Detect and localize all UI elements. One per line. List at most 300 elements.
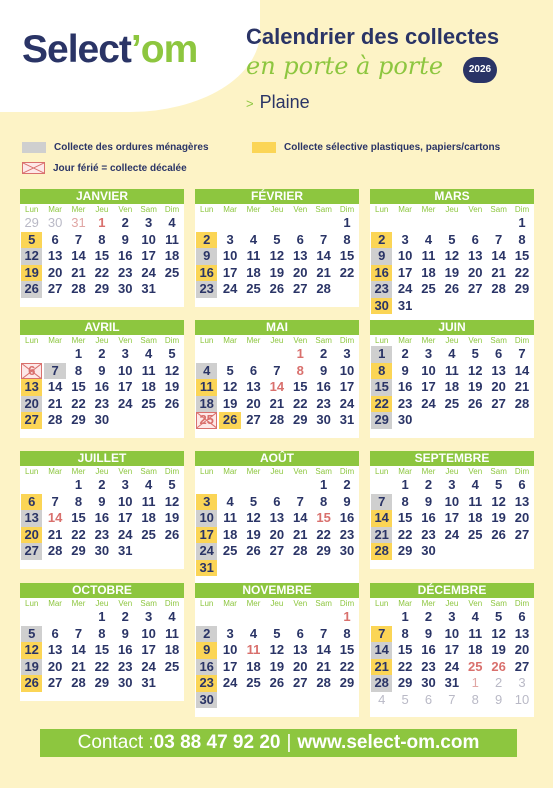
week-row	[195, 510, 359, 527]
day-cell: 24	[444, 658, 460, 674]
weekday-label: Ven	[468, 205, 483, 214]
day-cell: 24	[141, 264, 156, 280]
weekday-label: Sam	[140, 205, 157, 214]
day-cell: 7	[74, 231, 83, 247]
weekday-label: Dim	[514, 467, 530, 476]
week-row	[20, 642, 184, 659]
week-row	[20, 659, 184, 676]
day-cell: 22	[339, 264, 355, 280]
day-cell: 8	[74, 493, 83, 509]
day-cell: 30	[196, 692, 217, 709]
grey-swatch	[22, 142, 46, 153]
day-cell: 29	[397, 675, 413, 690]
month-name: MARS	[370, 189, 534, 204]
day-cell: 2	[196, 626, 217, 643]
day-cell: 16	[397, 379, 413, 394]
day-cell: 21	[371, 659, 392, 676]
day-cell: 18	[141, 379, 156, 394]
day-cell: 18	[468, 510, 483, 525]
day-cell: 27	[293, 281, 308, 296]
day-cell: 19	[164, 510, 180, 525]
week-row	[20, 510, 184, 527]
day-cell: 6	[249, 362, 258, 378]
day-cell: 11	[196, 379, 217, 396]
day-cell: 3	[448, 609, 456, 624]
weekday-header	[195, 599, 359, 608]
weekday-label: Dim	[164, 336, 180, 345]
empty-cell	[465, 412, 486, 429]
weekday-label: Sam	[490, 205, 507, 214]
empty-cell	[44, 609, 65, 626]
contact-label: Contact :	[77, 732, 154, 753]
empty-cell	[219, 692, 240, 709]
day-cell: 12	[491, 493, 506, 509]
day-cell: 26	[444, 281, 460, 296]
day-cell: 6	[495, 346, 503, 361]
day-cell: 10	[222, 642, 238, 657]
empty-cell	[336, 281, 357, 298]
day-cell: 2	[424, 477, 433, 492]
day-cell: 29	[514, 281, 530, 296]
week-row	[20, 626, 184, 643]
day-cell: 13	[514, 625, 530, 641]
day-cell: 21	[47, 395, 63, 411]
day-cell: 3	[518, 675, 526, 690]
day-cell: 21	[371, 527, 392, 544]
empty-cell	[313, 692, 334, 709]
day-cell: 14	[47, 510, 63, 525]
day-cell: 25	[196, 412, 217, 429]
day-cell: 29	[71, 543, 86, 558]
day-cell: 12	[164, 362, 180, 378]
day-cell: 21	[293, 526, 308, 542]
day-cell: 21	[491, 264, 506, 280]
day-cell: 7	[296, 493, 304, 509]
day-cell: 1	[98, 609, 106, 624]
weekday-label: Mar	[48, 205, 62, 214]
day-cell: 4	[168, 215, 176, 230]
day-cell: 16	[196, 265, 217, 282]
day-cell: 11	[468, 625, 483, 641]
week-row	[370, 281, 534, 298]
day-cell: 28	[269, 412, 285, 427]
week-row	[370, 659, 534, 676]
weekday-label: Mar	[398, 467, 412, 476]
day-cell: 9	[121, 625, 129, 641]
day-cell: 18	[196, 396, 217, 413]
day-cell: 19	[21, 265, 42, 282]
day-cell: 27	[47, 281, 63, 296]
week-row	[20, 494, 184, 511]
week-row	[20, 215, 184, 232]
day-cell: 6	[296, 231, 304, 247]
week-row	[195, 560, 359, 577]
day-cell: 4	[249, 625, 258, 641]
day-cell: 30	[47, 215, 63, 230]
day-cell: 16	[118, 642, 133, 657]
empty-cell	[290, 609, 311, 626]
month-7	[195, 451, 359, 585]
day-cell: 13	[21, 379, 42, 396]
empty-cell	[313, 609, 334, 626]
weekday-label: Mar	[223, 599, 237, 608]
week-row	[370, 412, 534, 429]
weekday-header	[20, 467, 184, 476]
day-cell: 21	[316, 264, 331, 280]
empty-cell	[418, 412, 439, 429]
day-cell: 19	[491, 642, 506, 657]
day-cell: 29	[293, 412, 308, 427]
empty-cell	[21, 609, 42, 626]
empty-cell	[68, 609, 89, 626]
day-cell: 12	[222, 379, 238, 394]
weekday-label: Sam	[490, 467, 507, 476]
day-cell: 28	[316, 675, 331, 690]
day-cell: 24	[421, 395, 436, 411]
empty-cell	[418, 215, 439, 232]
day-cell: 15	[316, 510, 331, 525]
day-cell: 25	[246, 281, 261, 296]
week-row	[370, 298, 534, 315]
empty-cell	[441, 215, 462, 232]
day-cell: 17	[118, 379, 133, 394]
day-cell: 1	[320, 477, 328, 492]
day-cell: 10	[514, 691, 530, 707]
day-cell: 11	[246, 642, 261, 657]
month-name: JANVIER	[20, 189, 184, 204]
empty-cell	[313, 560, 334, 577]
day-cell: 28	[71, 675, 86, 690]
weekday-label: Ven	[468, 599, 483, 608]
day-cell: 29	[71, 412, 86, 427]
day-cell: 19	[468, 379, 483, 394]
day-cell: 11	[165, 231, 179, 247]
week-row	[195, 543, 359, 560]
day-cell: 23	[196, 675, 217, 692]
weekday-label: Jeu	[270, 205, 284, 214]
day-cell: 7	[371, 494, 392, 511]
day-cell: 23	[339, 526, 355, 542]
day-cell: 15	[339, 248, 355, 263]
empty-cell	[243, 560, 264, 577]
day-cell: 18	[421, 264, 436, 280]
day-cell: 23	[316, 395, 331, 411]
day-cell: 20	[514, 642, 530, 657]
day-cell: 24	[222, 675, 238, 690]
page-subtitle: en porte à porte	[246, 52, 444, 80]
day-cell: 3	[196, 494, 217, 511]
day-cell: 14	[71, 642, 86, 657]
day-cell: 2	[98, 477, 106, 492]
day-cell: 3	[343, 346, 351, 361]
weekday-label: Jeu	[445, 599, 459, 608]
day-cell: 11	[141, 493, 156, 509]
day-cell: 14	[47, 379, 63, 394]
day-cell: 3	[226, 625, 234, 641]
empty-cell	[266, 346, 287, 363]
day-cell: 18	[444, 379, 460, 394]
day-cell: 25	[164, 658, 180, 674]
day-cell: 9	[424, 493, 433, 509]
week-row	[370, 265, 534, 282]
day-cell: 5	[401, 691, 409, 707]
day-cell: 27	[47, 675, 63, 690]
phone-number[interactable]: 03 88 47 92 20	[153, 732, 281, 753]
empty-cell	[511, 543, 532, 560]
empty-cell	[418, 298, 439, 315]
day-cell: 8	[343, 625, 351, 641]
day-cell: 6	[471, 231, 479, 247]
day-cell: 8	[343, 231, 351, 247]
week-row	[195, 412, 359, 429]
day-cell: 26	[164, 526, 180, 542]
day-cell: 8	[320, 493, 328, 509]
day-cell: 24	[118, 526, 133, 542]
empty-cell	[21, 346, 42, 363]
day-cell: 20	[47, 658, 63, 674]
weekday-label: Ven	[118, 467, 133, 476]
empty-cell	[394, 215, 415, 232]
weekday-label: Lun	[375, 599, 389, 608]
month-11	[370, 583, 534, 717]
day-cell: 25	[468, 526, 483, 542]
day-cell: 30	[371, 298, 392, 315]
day-cell: 3	[121, 346, 129, 361]
day-cell: 1	[98, 215, 106, 230]
weekday-label: Mer	[246, 599, 261, 608]
day-cell: 19	[222, 395, 238, 411]
weekday-label: Mar	[223, 336, 237, 345]
week-row	[195, 363, 359, 380]
empty-cell	[196, 346, 217, 363]
day-cell: 17	[421, 379, 436, 394]
day-cell: 7	[320, 231, 328, 247]
empty-cell	[313, 215, 334, 232]
day-cell: 14	[269, 379, 285, 394]
day-cell: 2	[424, 609, 433, 624]
empty-cell	[196, 477, 217, 494]
weekday-label: Ven	[118, 205, 133, 214]
day-cell: 30	[94, 543, 110, 558]
weekday-label: Mer	[421, 467, 436, 476]
week-row	[195, 215, 359, 232]
day-cell: 23	[94, 526, 110, 542]
week-row	[370, 494, 534, 511]
weekday-header	[370, 336, 534, 345]
legend-holiday: Jour férié = collecte décalée	[22, 162, 187, 174]
day-cell: 29	[397, 543, 413, 558]
month-6	[20, 451, 184, 569]
day-cell: 12	[21, 248, 42, 265]
weekday-label: Dim	[164, 599, 180, 608]
day-cell: 15	[397, 642, 413, 657]
day-cell: 27	[21, 543, 42, 560]
month-0	[20, 189, 184, 307]
day-cell: 31	[141, 675, 156, 690]
week-row	[195, 379, 359, 396]
empty-cell	[511, 412, 532, 429]
empty-cell	[371, 215, 392, 232]
website-link[interactable]: www.select-om.com	[297, 732, 480, 753]
day-cell: 9	[196, 248, 217, 265]
day-cell: 19	[21, 659, 42, 676]
day-cell: 5	[226, 362, 234, 378]
empty-cell	[138, 543, 159, 560]
day-cell: 5	[249, 493, 258, 509]
day-cell: 2	[343, 477, 351, 492]
week-row	[370, 346, 534, 363]
weekday-header	[195, 205, 359, 214]
day-cell: 5	[273, 625, 281, 641]
day-cell: 9	[343, 493, 351, 509]
empty-cell	[488, 215, 509, 232]
day-cell: 27	[514, 526, 530, 542]
day-cell: 10	[118, 362, 133, 378]
day-cell: 16	[316, 379, 331, 394]
day-cell: 4	[471, 609, 479, 624]
day-cell: 10	[141, 625, 156, 641]
week-row	[195, 626, 359, 643]
day-cell: 2	[98, 346, 106, 361]
day-cell: 10	[141, 231, 156, 247]
day-cell: 18	[141, 510, 156, 525]
brand-logo: Select’om	[22, 28, 198, 71]
day-cell: 1	[296, 346, 304, 361]
empty-cell	[441, 543, 462, 560]
empty-cell	[336, 692, 357, 709]
weekday-label: Dim	[514, 336, 530, 345]
day-cell: 26	[491, 526, 506, 542]
weekday-label: Ven	[293, 599, 308, 608]
day-cell: 28	[371, 675, 392, 692]
weekday-label: Ven	[468, 467, 483, 476]
day-cell: 20	[293, 264, 308, 280]
day-cell: 30	[94, 412, 110, 427]
week-row	[20, 265, 184, 282]
day-cell: 17	[141, 642, 156, 657]
day-cell: 25	[246, 675, 261, 690]
day-cell: 28	[47, 543, 63, 558]
empty-cell	[243, 477, 264, 494]
weekday-label: Sam	[490, 336, 507, 345]
day-cell: 26	[269, 675, 285, 690]
day-cell: 10	[222, 248, 238, 263]
empty-cell	[44, 477, 65, 494]
day-cell: 16	[118, 248, 133, 263]
weekday-label: Dim	[164, 205, 180, 214]
week-row	[195, 642, 359, 659]
weekday-label: Sam	[315, 467, 332, 476]
weekday-header	[20, 599, 184, 608]
day-cell: 22	[293, 395, 308, 411]
day-cell: 30	[397, 412, 413, 427]
day-cell: 9	[401, 362, 409, 378]
day-cell: 13	[269, 510, 285, 525]
weekday-header	[195, 467, 359, 476]
day-cell: 9	[121, 231, 129, 247]
day-cell: 31	[118, 543, 133, 558]
day-cell: 11	[468, 493, 483, 509]
day-cell: 25	[421, 281, 436, 296]
day-cell: 28	[371, 543, 392, 560]
day-cell: 3	[424, 346, 433, 361]
day-cell: 21	[269, 395, 285, 411]
empty-cell	[266, 477, 287, 494]
weekday-label: Jeu	[270, 336, 284, 345]
week-row	[370, 396, 534, 413]
month-name: NOVEMBRE	[195, 583, 359, 598]
day-cell: 11	[421, 248, 436, 263]
weekday-label: Mer	[71, 336, 86, 345]
day-cell: 1	[343, 215, 351, 230]
week-row	[370, 543, 534, 560]
weekday-header	[370, 599, 534, 608]
day-cell: 10	[444, 625, 460, 641]
day-cell: 7	[518, 346, 526, 361]
month-name: JUILLET	[20, 451, 184, 466]
weekday-label: Ven	[468, 336, 483, 345]
week-row	[195, 692, 359, 709]
empty-cell	[243, 215, 264, 232]
day-cell: 13	[47, 248, 63, 263]
day-cell: 4	[145, 346, 153, 361]
month-2	[370, 189, 534, 323]
day-cell: 14	[293, 510, 308, 525]
day-cell: 25	[444, 395, 460, 411]
weekday-label: Ven	[293, 336, 308, 345]
month-1	[195, 189, 359, 307]
day-cell: 26	[219, 412, 240, 429]
day-cell: 9	[371, 248, 392, 265]
day-cell: 8	[401, 625, 409, 641]
day-cell: 29	[24, 215, 39, 230]
month-4	[195, 320, 359, 438]
weekday-label: Lun	[25, 599, 39, 608]
weekday-label: Sam	[140, 467, 157, 476]
weekday-label: Dim	[514, 205, 530, 214]
day-cell: 25	[141, 526, 156, 542]
month-3	[20, 320, 184, 438]
day-cell: 3	[226, 231, 234, 247]
day-cell: 20	[21, 396, 42, 413]
day-cell: 4	[168, 609, 176, 624]
day-cell: 11	[223, 510, 237, 525]
month-5	[370, 320, 534, 438]
day-cell: 19	[246, 526, 261, 542]
contact-banner	[40, 729, 517, 757]
day-cell: 8	[401, 493, 409, 509]
week-row	[195, 659, 359, 676]
day-cell: 31	[397, 297, 413, 313]
day-cell: 16	[421, 510, 436, 525]
day-cell: 25	[141, 395, 156, 411]
weekday-label: Jeu	[95, 467, 109, 476]
day-cell: 14	[371, 642, 392, 659]
week-row	[370, 248, 534, 265]
day-cell: 29	[339, 675, 355, 690]
day-cell: 29	[94, 675, 110, 690]
day-cell: 21	[71, 658, 86, 674]
week-row	[20, 346, 184, 363]
weekday-label: Jeu	[445, 467, 459, 476]
day-cell: 15	[94, 248, 110, 263]
day-cell: 7	[448, 691, 456, 707]
week-row	[20, 675, 184, 692]
week-row	[20, 379, 184, 396]
day-cell: 12	[491, 625, 506, 641]
legend-grey: Collecte des ordures ménagères	[22, 142, 209, 153]
day-cell: 5	[495, 477, 503, 492]
